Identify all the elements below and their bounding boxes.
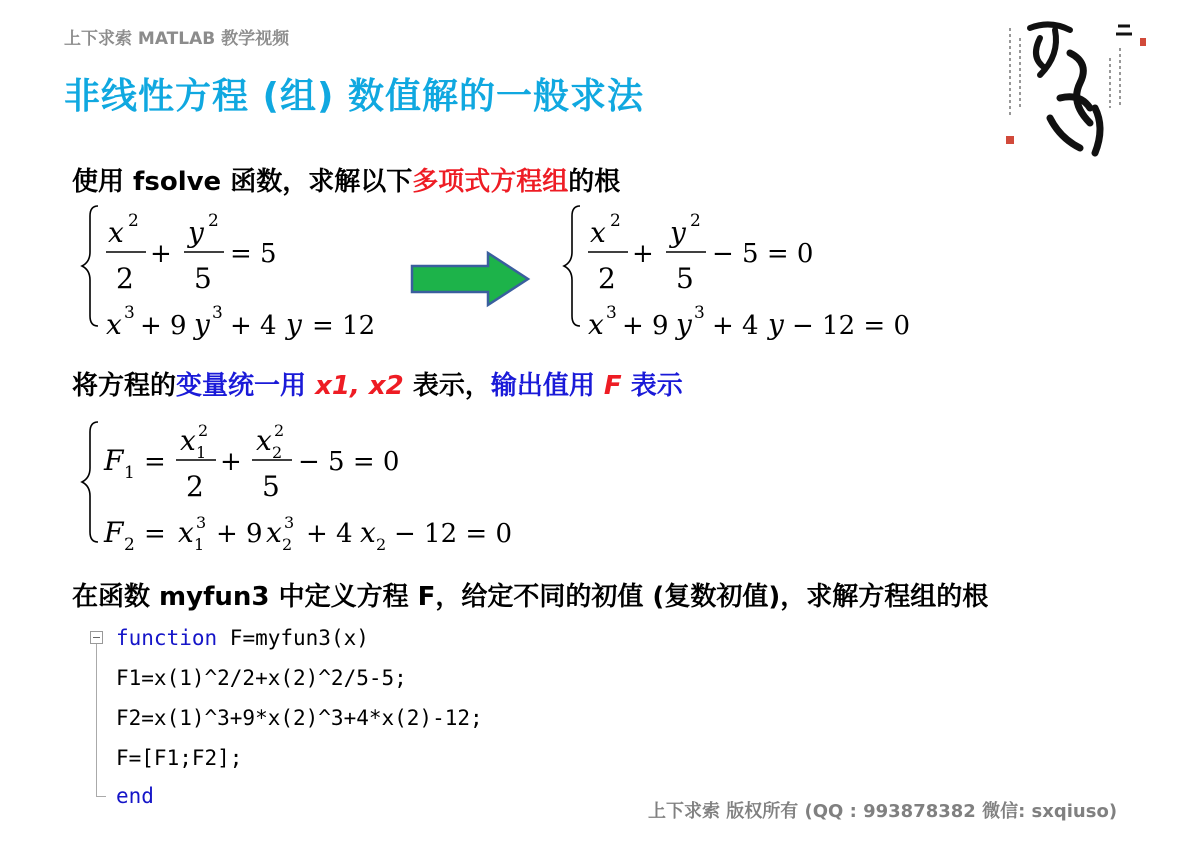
eq1-y-exp: 2	[208, 211, 219, 231]
f1-x2-exp: 2	[274, 421, 285, 440]
eq2-y2: y	[286, 308, 302, 341]
rename-text3: 表示	[630, 371, 683, 401]
f2-p1: + 9	[216, 519, 263, 549]
req2-e3a: 3	[606, 303, 617, 323]
req1-y: y	[670, 216, 686, 249]
f1-d2: 5	[262, 470, 280, 503]
rename-blue1: 变量统一用	[176, 371, 307, 401]
footer-copyright: 上下求索 版权所有 (QQ : 993878382 微信: sxqiuso)	[648, 801, 1118, 822]
f1-x2: x	[256, 424, 272, 457]
eq2-p1: + 9	[140, 311, 187, 341]
eq2-e3a: 3	[124, 303, 135, 323]
req1-d2: 5	[676, 262, 694, 295]
seal-calligraphy-icon	[1000, 8, 1150, 168]
code-line-5	[116, 784, 154, 808]
f1-x1: x	[180, 424, 196, 457]
f2-rest: − 12 = 0	[394, 519, 512, 549]
keyword-end: end	[116, 784, 154, 808]
f1-sub: 1	[124, 463, 135, 483]
req2-p1: + 9	[622, 311, 669, 341]
eq2-e3b: 3	[212, 303, 223, 323]
f1-x2-sub: 2	[272, 443, 283, 462]
code-line-4: F=[F1;F2];	[116, 746, 243, 770]
intro-line	[72, 161, 620, 198]
fold-guide-end	[96, 796, 106, 797]
f2-x1-sub: 1	[194, 535, 205, 554]
req2-x: x	[588, 308, 604, 341]
req1-y-exp: 2	[690, 211, 701, 231]
rename-text2: 表示，	[412, 371, 491, 401]
f2-x1-exp: 3	[196, 513, 207, 532]
eq1-rhs: = 5	[230, 239, 277, 269]
req1-rest: − 5 = 0	[712, 239, 814, 269]
right-arrow-icon	[408, 250, 532, 308]
rename-blue2: 输出值用	[490, 371, 595, 401]
rename-line	[72, 365, 683, 402]
eq2-y: y	[194, 308, 210, 341]
code-line-2: F1=x(1)^2/2+x(2)^2/5-5;	[116, 666, 407, 690]
req1-x-exp: 2	[610, 211, 621, 231]
f1-eq: =	[144, 447, 166, 477]
code-line-1	[116, 626, 369, 650]
f2-x2: x	[266, 516, 282, 549]
f1-d1: 2	[186, 470, 204, 503]
keyword-function: function	[116, 626, 218, 650]
equations-original	[80, 200, 400, 345]
req1-x: x	[590, 216, 606, 249]
page-title: 非线性方程 (组) 数值解的一般求法	[64, 76, 644, 117]
req2-p2: + 4	[712, 311, 759, 341]
req2-y2: y	[768, 308, 784, 341]
req1-plus: +	[632, 239, 654, 269]
f2-x3: x	[360, 516, 376, 549]
req2-e3b: 3	[694, 303, 705, 323]
rename-vars: x1, x2	[315, 371, 404, 401]
eq2-rhs: = 12	[312, 311, 376, 341]
eq2-x: x	[106, 308, 122, 341]
rename-fvar: F	[603, 371, 622, 401]
f1-F: F	[104, 444, 124, 477]
intro-text: 使用 fsolve 函数，求解以下	[72, 167, 413, 197]
equations-rearranged	[562, 200, 922, 345]
header-subtitle: 上下求索 MATLAB 教学视频	[64, 29, 290, 49]
f2-x2-exp: 3	[284, 513, 295, 532]
f2-p2: + 4	[306, 519, 353, 549]
f1-plus: +	[220, 447, 242, 477]
f1-rest: − 5 = 0	[298, 447, 400, 477]
code-function-signature: F=myfun3(x)	[217, 626, 369, 650]
intro-highlight: 多项式方程组	[412, 167, 569, 197]
instruction-line: 在函数 myfun3 中定义方程 F，给定不同的初值 (复数初值)，求解方程组的根	[72, 582, 989, 612]
f2-sub: 2	[124, 535, 135, 555]
eq1-y: y	[188, 216, 204, 249]
eq2-p2: + 4	[230, 311, 277, 341]
f1-x1-sub: 1	[196, 443, 207, 462]
fold-collapse-icon[interactable]	[90, 631, 103, 644]
eq1-x: x	[108, 216, 124, 249]
eq1-x-exp: 2	[128, 211, 139, 231]
eq1-d2: 5	[194, 262, 212, 295]
f2-x1: x	[178, 516, 194, 549]
req2-y: y	[676, 308, 692, 341]
equations-f	[80, 416, 530, 561]
rename-text1: 将方程的	[72, 371, 177, 401]
eq1-d1: 2	[116, 262, 134, 295]
code-block	[88, 622, 558, 812]
f2-eq: =	[144, 519, 166, 549]
eq1-plus: +	[150, 239, 172, 269]
code-line-3: F2=x(1)^3+9*x(2)^3+4*x(2)-12;	[116, 706, 483, 730]
f2-F: F	[104, 516, 124, 549]
f1-x1-exp: 2	[198, 421, 209, 440]
f2-x3-sub: 2	[376, 535, 387, 554]
intro-text-end: 的根	[568, 167, 621, 197]
req2-rhs: − 12 = 0	[792, 311, 910, 341]
fold-guide	[96, 644, 97, 796]
req1-d1: 2	[598, 262, 616, 295]
f2-x2-sub: 2	[282, 535, 293, 554]
